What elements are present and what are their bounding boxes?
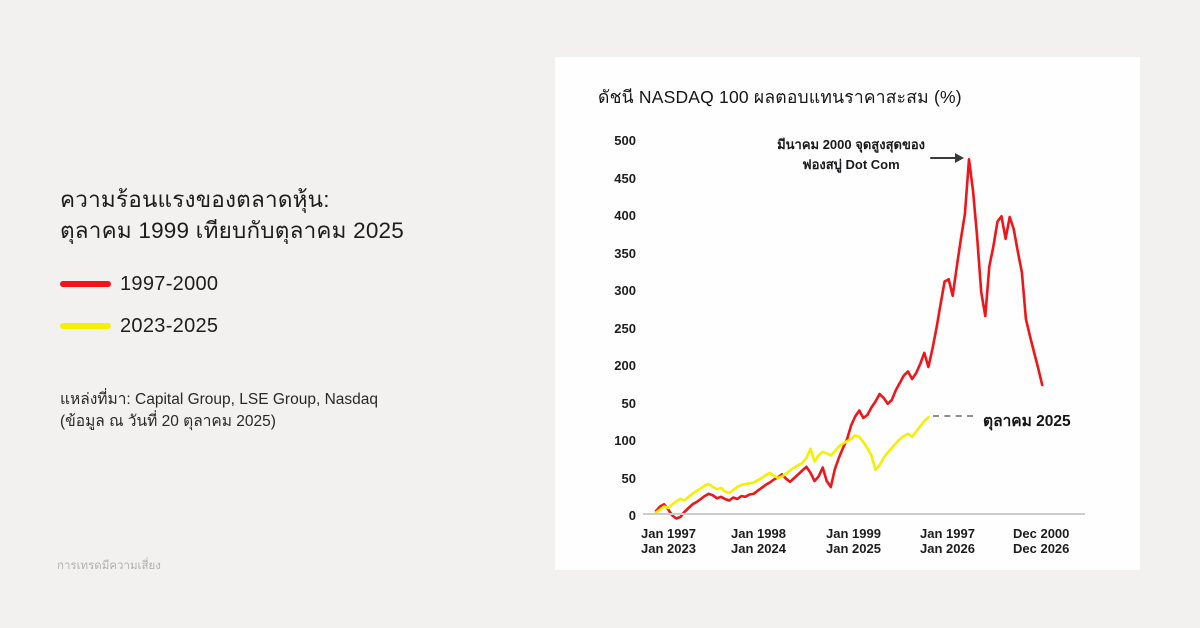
peak-annotation-line1: มีนาคม 2000 จุดสูงสุดของ [777,137,925,152]
x-axis-tick-label: Jan 1997 Jan 2023 [641,526,696,556]
y-axis-tick-label: 50 [621,395,636,411]
chart-title: ดัชนี NASDAQ 100 ผลตอบแทนราคาสะสม (%) [598,87,962,107]
y-axis-tick-label: 100 [614,433,636,448]
current-annotation: ตุลาคม 2025 [983,413,1071,430]
arrow-head-icon [955,153,964,163]
y-axis-tick-label: 500 [614,133,636,148]
y-axis-tick-label: 250 [614,320,636,336]
y-axis-tick-label: 200 [614,358,636,373]
y-axis-tick-label: 400 [614,208,636,223]
risk-disclaimer: การเทรดมีความเสี่ยง [57,560,161,572]
x-axis-tick-label: Jan 1999 Jan 2025 [826,526,881,556]
chart-plot [555,57,1140,570]
legend-label: 2023-2025 [120,314,219,337]
x-axis-line [643,513,1085,515]
y-axis-tick-label: 450 [614,170,636,186]
chart-legend [60,272,218,356]
y-axis-tick-label: 0 [628,508,636,523]
source-note [60,389,378,432]
page-title-line1: ความร้อนแรงของตลาดหุ้น: [60,187,330,212]
series-line-2023-2025 [656,417,928,512]
y-axis-tick-label: 50 [621,470,636,486]
y-axis-tick-label: 300 [614,283,636,298]
x-axis-tick-label: Jan 1998 Jan 2024 [731,526,786,556]
source-line2: (ข้อมูล ณ วันที่ 20 ตุลาคม 2025) [60,412,276,430]
legend-swatch-yellow [60,323,111,329]
y-axis-tick-label: 350 [614,245,636,261]
legend-item-2023-2025 [60,314,218,338]
legend-item-1997-2000 [60,272,218,296]
legend-swatch-red [60,281,111,287]
source-line1: แหล่งที่มา: Capital Group, LSE Group, Nasdaq [60,391,378,408]
current-dashed-line [933,415,973,417]
page-title-line2: ตุลาคม 1999 เทียบกับตุลาคม 2025 [60,218,404,243]
peak-annotation [777,135,925,175]
x-axis-tick-label: Jan 1997 Jan 2026 [920,526,975,556]
page-title [60,184,404,246]
series-line-1997-2000 [656,159,1042,518]
peak-annotation-line2: ฟองสบู่ Dot Com [802,157,900,172]
x-axis-tick-label: Dec 2000 Dec 2026 [1013,526,1070,556]
legend-label: 1997-2000 [120,272,219,295]
chart-card [555,57,1140,570]
